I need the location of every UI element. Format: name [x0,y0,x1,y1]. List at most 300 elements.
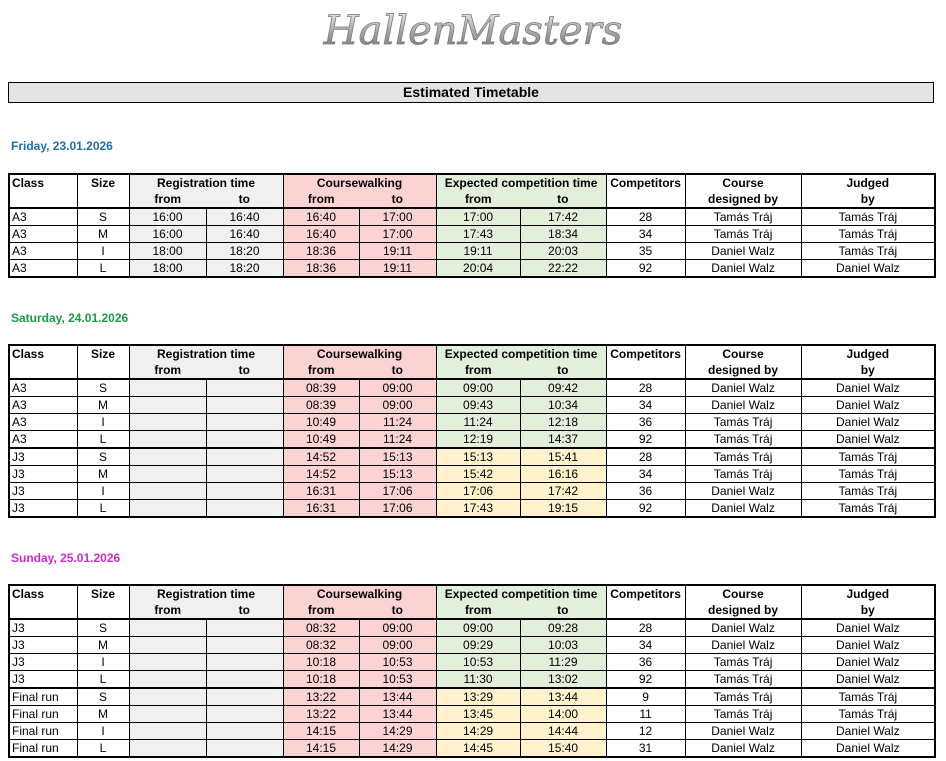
cell-cw-to: 14:29 [359,723,436,740]
cell-class: J3 [9,637,77,654]
cell-judge: Daniel Walz [801,414,935,431]
header-judged: Judged [801,345,935,362]
header-registration: Registration time [129,585,283,602]
cell-designer: Tamás Tráj [685,414,801,431]
cell-cw-from: 16:31 [283,500,359,518]
header-comp-from: from [436,362,520,379]
table-row [9,397,935,414]
cell-judge: Daniel Walz [801,671,935,689]
cell-judge: Daniel Walz [801,619,935,637]
table-row [9,500,935,518]
cell-reg-from [129,619,206,637]
cell-reg-to [206,688,283,706]
cell-cw-from: 08:32 [283,637,359,654]
header-reg-from: from [129,362,206,379]
cell-reg-to: 18:20 [206,260,283,278]
cell-class: J3 [9,654,77,671]
cell-designer: Daniel Walz [685,483,801,500]
header-registration: Registration time [129,345,283,362]
cell-comp-from: 10:53 [436,654,520,671]
header-cw-to: to [359,191,436,208]
header-coursewalking: Coursewalking [283,345,436,362]
cell-cw-to: 17:06 [359,483,436,500]
cell-comp-from: 19:11 [436,243,520,260]
header-comp-to: to [520,602,606,619]
cell-cw-from: 08:32 [283,619,359,637]
cell-judge: Daniel Walz [801,379,935,397]
table-row [9,243,935,260]
cell-reg-from [129,723,206,740]
cell-competitors: 28 [606,379,685,397]
header-course: Course [685,345,801,362]
cell-comp-from: 13:45 [436,706,520,723]
header-comp-from: from [436,191,520,208]
cell-reg-from [129,500,206,518]
table-row [9,654,935,671]
cell-judge: Tamás Tráj [801,226,935,243]
cell-reg-from [129,466,206,483]
cell-competitors: 34 [606,397,685,414]
cell-judge: Tamás Tráj [801,706,935,723]
cell-judge: Tamás Tráj [801,500,935,518]
cell-size: I [77,654,129,671]
cell-comp-from: 20:04 [436,260,520,278]
table-row [9,706,935,723]
cell-reg-to [206,671,283,689]
cell-comp-from: 15:13 [436,448,520,466]
cell-reg-to: 18:20 [206,243,283,260]
header-competition: Expected competition time [436,174,606,191]
table-row [9,260,935,278]
cell-reg-from [129,654,206,671]
cell-comp-to: 14:00 [520,706,606,723]
cell-cw-from: 14:52 [283,466,359,483]
cell-reg-to [206,397,283,414]
cell-size: L [77,671,129,689]
cell-comp-from: 09:29 [436,637,520,654]
cell-class: A3 [9,414,77,431]
cell-comp-from: 17:00 [436,208,520,226]
cell-judge: Tamás Tráj [801,688,935,706]
cell-reg-from [129,637,206,654]
cell-designer: Daniel Walz [685,619,801,637]
cell-reg-to [206,706,283,723]
cell-designer: Tamás Tráj [685,431,801,449]
cell-cw-from: 08:39 [283,379,359,397]
cell-class: Final run [9,723,77,740]
cell-reg-to [206,448,283,466]
cell-cw-from: 16:31 [283,483,359,500]
cell-competitors: 12 [606,723,685,740]
cell-size: M [77,706,129,723]
cell-size: I [77,414,129,431]
cell-cw-from: 10:18 [283,671,359,689]
cell-size: S [77,619,129,637]
table-row [9,619,935,637]
cell-cw-to: 13:44 [359,706,436,723]
cell-class: Final run [9,706,77,723]
cell-class: J3 [9,619,77,637]
cell-comp-from: 14:29 [436,723,520,740]
cell-judge: Daniel Walz [801,654,935,671]
cell-judge: Daniel Walz [801,740,935,758]
cell-designer: Tamás Tráj [685,466,801,483]
cell-comp-from: 15:42 [436,466,520,483]
header-class-blank [9,602,77,619]
cell-reg-to [206,500,283,518]
cell-competitors: 34 [606,466,685,483]
cell-size: S [77,688,129,706]
header-registration: Registration time [129,174,283,191]
header-course-designed-by: designed by [685,602,801,619]
cell-comp-to: 17:42 [520,208,606,226]
cell-comp-to: 19:15 [520,500,606,518]
header-cw-from: from [283,191,359,208]
cell-comp-from: 09:00 [436,619,520,637]
cell-judge: Tamás Tráj [801,466,935,483]
cell-size: I [77,243,129,260]
cell-class: A3 [9,397,77,414]
cell-comp-to: 15:41 [520,448,606,466]
cell-designer: Tamás Tráj [685,226,801,243]
cell-size: L [77,431,129,449]
table-row [9,723,935,740]
cell-comp-to: 16:16 [520,466,606,483]
cell-reg-from: 18:00 [129,243,206,260]
logo [0,6,946,58]
cell-comp-to: 10:34 [520,397,606,414]
cell-designer: Daniel Walz [685,260,801,278]
cell-size: I [77,723,129,740]
cell-cw-to: 19:11 [359,260,436,278]
cell-class: A3 [9,431,77,449]
cell-judge: Daniel Walz [801,397,935,414]
cell-reg-to [206,379,283,397]
day-label-saturday: Saturday, 24.01.2026 [11,311,129,325]
header-class-blank [9,191,77,208]
header-competitors: Competitors [606,345,685,362]
cell-size: M [77,397,129,414]
header-size-blank [77,191,129,208]
cell-comp-to: 09:42 [520,379,606,397]
header-coursewalking: Coursewalking [283,585,436,602]
cell-size: M [77,637,129,654]
cell-comp-from: 17:43 [436,226,520,243]
cell-reg-to [206,619,283,637]
header-judged: Judged [801,174,935,191]
cell-competitors: 28 [606,448,685,466]
cell-reg-from [129,397,206,414]
cell-reg-from [129,706,206,723]
cell-cw-to: 10:53 [359,654,436,671]
table-row [9,414,935,431]
cell-reg-to: 16:40 [206,208,283,226]
cell-designer: Tamás Tráj [685,671,801,689]
cell-reg-from [129,483,206,500]
cell-cw-to: 09:00 [359,379,436,397]
cell-cw-to: 11:24 [359,414,436,431]
cell-class: A3 [9,379,77,397]
header-competitors-blank [606,602,685,619]
cell-competitors: 28 [606,208,685,226]
cell-comp-to: 09:28 [520,619,606,637]
cell-judge: Tamás Tráj [801,243,935,260]
cell-size: M [77,226,129,243]
cell-designer: Daniel Walz [685,397,801,414]
header-comp-from: from [436,602,520,619]
cell-judge: Daniel Walz [801,260,935,278]
day-label-sunday: Sunday, 25.01.2026 [11,551,121,565]
cell-judge: Daniel Walz [801,637,935,654]
cell-designer: Daniel Walz [685,243,801,260]
cell-cw-from: 13:22 [283,706,359,723]
table-row [9,688,935,706]
cell-designer: Tamás Tráj [685,208,801,226]
header-judged-by: by [801,602,935,619]
cell-reg-to [206,723,283,740]
cell-reg-from [129,671,206,689]
header-size: Size [77,174,129,191]
cell-comp-to: 14:44 [520,723,606,740]
header-reg-from: from [129,191,206,208]
cell-comp-to: 13:44 [520,688,606,706]
header-size-blank [77,602,129,619]
header-comp-to: to [520,362,606,379]
cell-cw-from: 18:36 [283,260,359,278]
cell-comp-to: 20:03 [520,243,606,260]
cell-designer: Tamás Tráj [685,448,801,466]
header-coursewalking: Coursewalking [283,174,436,191]
cell-cw-to: 11:24 [359,431,436,449]
cell-competitors: 36 [606,414,685,431]
cell-comp-from: 12:19 [436,431,520,449]
header-reg-to: to [206,191,283,208]
cell-comp-from: 11:30 [436,671,520,689]
table-row [9,226,935,243]
cell-comp-to: 18:34 [520,226,606,243]
header-cw-from: from [283,362,359,379]
header-judged-by: by [801,191,935,208]
cell-reg-from: 16:00 [129,226,206,243]
header-comp-to: to [520,191,606,208]
svg-text:HallenMasters: HallenMasters [323,8,623,54]
cell-class: A3 [9,208,77,226]
cell-class: J3 [9,466,77,483]
cell-competitors: 92 [606,260,685,278]
cell-cw-to: 09:00 [359,637,436,654]
page-title: Estimated Timetable [8,82,934,103]
header-competition: Expected competition time [436,585,606,602]
cell-comp-from: 13:29 [436,688,520,706]
table-row [9,431,935,449]
cell-comp-to: 12:18 [520,414,606,431]
cell-competitors: 92 [606,671,685,689]
header-course: Course [685,174,801,191]
header-size-blank [77,362,129,379]
timetable-sunday [8,584,936,758]
header-reg-to: to [206,602,283,619]
cell-comp-from: 17:43 [436,500,520,518]
cell-designer: Tamás Tráj [685,706,801,723]
cell-reg-to [206,654,283,671]
cell-size: I [77,483,129,500]
table-row [9,740,935,758]
table-row [9,637,935,654]
table-row [9,483,935,500]
day-label-friday: Friday, 23.01.2026 [11,139,113,153]
cell-class: A3 [9,226,77,243]
cell-size: L [77,500,129,518]
cell-competitors: 34 [606,637,685,654]
header-course: Course [685,585,801,602]
header-cw-to: to [359,362,436,379]
cell-cw-from: 16:40 [283,226,359,243]
cell-reg-to [206,466,283,483]
table-row [9,208,935,226]
header-competition: Expected competition time [436,345,606,362]
cell-competitors: 35 [606,243,685,260]
header-competitors-blank [606,191,685,208]
cell-cw-to: 17:00 [359,208,436,226]
cell-designer: Tamás Tráj [685,688,801,706]
header-size: Size [77,585,129,602]
cell-reg-to [206,740,283,758]
cell-cw-to: 10:53 [359,671,436,689]
cell-cw-from: 08:39 [283,397,359,414]
cell-reg-from [129,414,206,431]
cell-reg-to [206,483,283,500]
cell-cw-to: 15:13 [359,466,436,483]
cell-comp-to: 13:02 [520,671,606,689]
header-class: Class [9,345,77,362]
cell-comp-from: 11:24 [436,414,520,431]
header-reg-to: to [206,362,283,379]
cell-competitors: 28 [606,619,685,637]
cell-designer: Daniel Walz [685,740,801,758]
cell-reg-to [206,414,283,431]
cell-cw-from: 10:49 [283,414,359,431]
header-competitors: Competitors [606,585,685,602]
cell-reg-from [129,448,206,466]
cell-reg-from [129,379,206,397]
timetable-friday [8,173,936,278]
cell-cw-from: 14:15 [283,740,359,758]
cell-reg-from [129,740,206,758]
cell-competitors: 92 [606,431,685,449]
table-row [9,379,935,397]
cell-size: L [77,740,129,758]
cell-judge: Daniel Walz [801,723,935,740]
header-class-blank [9,362,77,379]
cell-comp-to: 15:40 [520,740,606,758]
table-row [9,671,935,689]
cell-designer: Daniel Walz [685,723,801,740]
header-course-designed-by: designed by [685,191,801,208]
cell-cw-to: 17:00 [359,226,436,243]
table-row [9,448,935,466]
cell-reg-to: 16:40 [206,226,283,243]
cell-cw-to: 15:13 [359,448,436,466]
header-cw-to: to [359,602,436,619]
cell-cw-to: 14:29 [359,740,436,758]
header-size: Size [77,345,129,362]
cell-cw-from: 10:49 [283,431,359,449]
cell-comp-from: 09:43 [436,397,520,414]
cell-judge: Daniel Walz [801,431,935,449]
cell-comp-from: 17:06 [436,483,520,500]
cell-competitors: 34 [606,226,685,243]
header-competitors: Competitors [606,174,685,191]
header-judged: Judged [801,585,935,602]
cell-cw-from: 14:15 [283,723,359,740]
header-competitors-blank [606,362,685,379]
timetable-saturday [8,344,936,518]
cell-comp-to: 22:22 [520,260,606,278]
cell-size: S [77,448,129,466]
cell-competitors: 9 [606,688,685,706]
cell-judge: Tamás Tráj [801,483,935,500]
cell-class: J3 [9,448,77,466]
cell-class: J3 [9,671,77,689]
cell-cw-to: 17:06 [359,500,436,518]
cell-class: A3 [9,243,77,260]
cell-size: L [77,260,129,278]
cell-comp-to: 14:37 [520,431,606,449]
cell-comp-from: 14:45 [436,740,520,758]
table-row [9,466,935,483]
cell-class: Final run [9,740,77,758]
hallenmasters-logo [313,6,633,58]
cell-designer: Daniel Walz [685,637,801,654]
cell-reg-from: 18:00 [129,260,206,278]
cell-comp-to: 11:29 [520,654,606,671]
cell-reg-from: 16:00 [129,208,206,226]
cell-competitors: 31 [606,740,685,758]
cell-cw-from: 10:18 [283,654,359,671]
cell-designer: Daniel Walz [685,379,801,397]
cell-judge: Tamás Tráj [801,208,935,226]
cell-reg-to [206,431,283,449]
cell-size: S [77,208,129,226]
cell-cw-from: 14:52 [283,448,359,466]
header-cw-from: from [283,602,359,619]
cell-designer: Tamás Tráj [685,654,801,671]
cell-cw-to: 19:11 [359,243,436,260]
header-course-designed-by: designed by [685,362,801,379]
cell-size: M [77,466,129,483]
cell-reg-to [206,637,283,654]
header-class: Class [9,585,77,602]
cell-reg-from [129,431,206,449]
cell-class: J3 [9,500,77,518]
cell-competitors: 36 [606,654,685,671]
cell-class: A3 [9,260,77,278]
header-reg-from: from [129,602,206,619]
cell-cw-to: 09:00 [359,619,436,637]
cell-cw-to: 09:00 [359,397,436,414]
cell-cw-from: 13:22 [283,688,359,706]
cell-judge: Tamás Tráj [801,448,935,466]
cell-cw-from: 16:40 [283,208,359,226]
cell-comp-from: 09:00 [436,379,520,397]
cell-comp-to: 17:42 [520,483,606,500]
cell-designer: Daniel Walz [685,500,801,518]
cell-cw-from: 18:36 [283,243,359,260]
cell-comp-to: 10:03 [520,637,606,654]
cell-competitors: 36 [606,483,685,500]
cell-competitors: 92 [606,500,685,518]
cell-class: J3 [9,483,77,500]
